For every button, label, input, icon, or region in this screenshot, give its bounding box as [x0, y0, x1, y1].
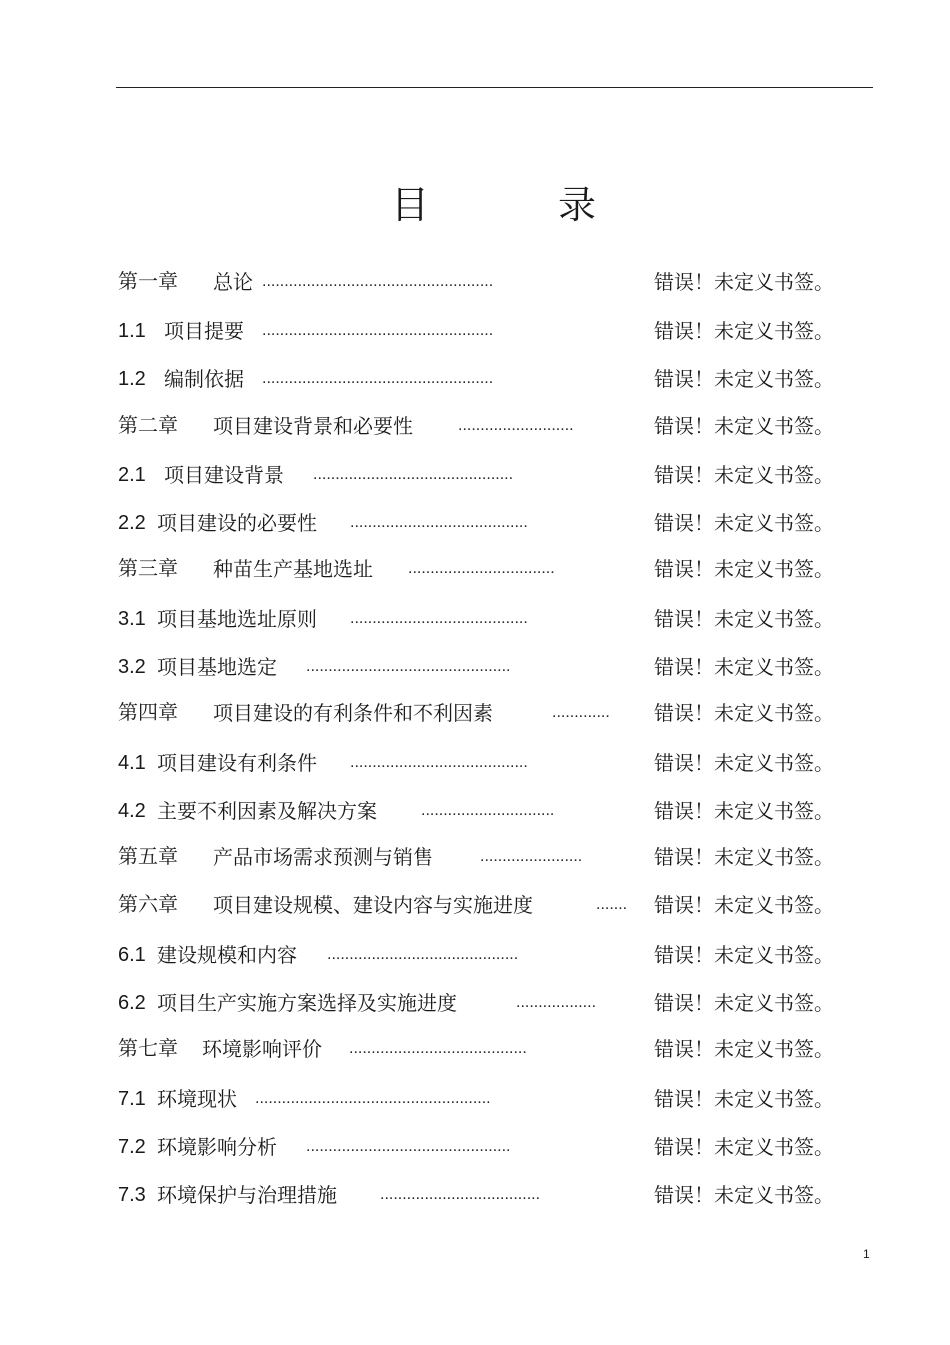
- toc-entry-leader: ....................................: [380, 1186, 541, 1203]
- toc-entry-leader: .......: [596, 896, 628, 913]
- toc-entry-leader: ..............................................: [306, 658, 511, 675]
- toc-entry-number: 4.1: [118, 752, 146, 774]
- toc-entry-leader: ........................................: [350, 514, 528, 531]
- toc-entry-number: 第五章: [118, 846, 178, 868]
- toc-entry[interactable]: [0, 748, 950, 778]
- toc-entry[interactable]: [0, 460, 950, 490]
- toc-entry[interactable]: [0, 554, 950, 584]
- toc-entry-page-ref: 错误！未定义书签。: [654, 270, 834, 294]
- toc-entry-page-ref: 错误！未定义书签。: [654, 319, 834, 343]
- toc-entry[interactable]: [0, 508, 950, 538]
- toc-entry-page-ref: 错误！未定义书签。: [654, 1037, 834, 1061]
- toc-entry-label: 项目建设背景: [164, 463, 284, 487]
- toc-entry-number: 第三章: [118, 558, 178, 580]
- toc-entry-leader: .............................................: [313, 466, 514, 483]
- toc-entry-leader: ..............................................: [306, 1138, 511, 1155]
- toc-entry-page-ref: 错误！未定义书签。: [654, 1183, 834, 1207]
- toc-entry[interactable]: [0, 1132, 950, 1162]
- toc-entry-leader: .....................................................: [255, 1090, 491, 1107]
- toc-entry-page-ref: 错误！未定义书签。: [654, 701, 834, 725]
- toc-title-char-2: 录: [558, 183, 597, 227]
- toc-entry-page-ref: 错误！未定义书签。: [654, 1087, 834, 1111]
- toc-entry[interactable]: [0, 267, 950, 297]
- toc-entry-label: 项目建设有利条件: [157, 751, 317, 775]
- toc-entry-label: 项目建设的必要性: [157, 511, 317, 535]
- toc-entry[interactable]: [0, 842, 950, 872]
- toc-title-char-1: 目: [391, 183, 430, 227]
- toc-entry[interactable]: [0, 1180, 950, 1210]
- toc-entry-page-ref: 错误！未定义书签。: [654, 751, 834, 775]
- toc-entry-label: 项目基地选址原则: [157, 607, 317, 631]
- toc-entry-page-ref: 错误！未定义书签。: [654, 414, 834, 438]
- toc-entry-leader: ....................................................: [262, 322, 494, 339]
- toc-entry-number: 1.1: [118, 320, 146, 342]
- toc-entry[interactable]: [0, 604, 950, 634]
- page-number: 1: [863, 1247, 870, 1261]
- toc-entry-leader: .................................: [408, 560, 555, 577]
- toc-entry-leader: ...........................................: [327, 946, 519, 963]
- toc-entry-page-ref: 错误！未定义书签。: [654, 845, 834, 869]
- toc-entry[interactable]: [0, 890, 950, 920]
- toc-entry-number: 7.3: [118, 1184, 146, 1206]
- toc-entry-number: 6.1: [118, 944, 146, 966]
- toc-entry-label: 环境保护与治理措施: [157, 1183, 337, 1207]
- toc-entry-label: 总论: [213, 270, 253, 294]
- toc-entry-page-ref: 错误！未定义书签。: [654, 799, 834, 823]
- toc-entry[interactable]: [0, 652, 950, 682]
- toc-entry-number: 第七章: [118, 1038, 178, 1060]
- toc-entry-number: 1.2: [118, 368, 146, 390]
- toc-entry-leader: ....................................................: [262, 370, 494, 387]
- toc-entry-label: 项目建设规模、建设内容与实施进度: [213, 893, 533, 917]
- toc-entry[interactable]: [0, 796, 950, 826]
- toc-entry-label: 项目基地选定: [157, 655, 277, 679]
- toc-entry[interactable]: [0, 698, 950, 728]
- toc-entry[interactable]: [0, 988, 950, 1018]
- toc-entry[interactable]: [0, 1084, 950, 1114]
- toc-entry-leader: ........................................: [350, 754, 528, 771]
- toc-entry-label: 环境影响分析: [157, 1135, 277, 1159]
- toc-entry-number: 第六章: [118, 894, 178, 916]
- toc-entry-number: 3.1: [118, 608, 146, 630]
- toc-entry-label: 项目建设背景和必要性: [213, 414, 413, 438]
- toc-entry-leader: .............: [552, 704, 610, 721]
- toc-entry-number: 2.2: [118, 512, 146, 534]
- toc-entry-page-ref: 错误！未定义书签。: [654, 463, 834, 487]
- toc-entry-leader: ..............................: [421, 802, 555, 819]
- toc-entry[interactable]: [0, 1034, 950, 1064]
- toc-entry-page-ref: 错误！未定义书签。: [654, 557, 834, 581]
- toc-entry-label: 编制依据: [164, 367, 244, 391]
- toc-entry-label: 产品市场需求预测与销售: [213, 845, 433, 869]
- toc-entry-leader: ........................................: [350, 610, 528, 627]
- toc-entry[interactable]: [0, 316, 950, 346]
- toc-entry-leader: ........................................: [349, 1040, 527, 1057]
- toc-entry-page-ref: 错误！未定义书签。: [654, 655, 834, 679]
- toc-entry-number: 4.2: [118, 800, 146, 822]
- toc-entry[interactable]: [0, 940, 950, 970]
- toc-entry-number: 第四章: [118, 702, 178, 724]
- toc-entry-label: 种苗生产基地选址: [213, 557, 373, 581]
- toc-entry-leader: .......................: [480, 848, 583, 865]
- toc-entry-label: 项目生产实施方案选择及实施进度: [157, 991, 457, 1015]
- toc-entry-label: 环境影响评价: [202, 1037, 322, 1061]
- toc-entry-page-ref: 错误！未定义书签。: [654, 1135, 834, 1159]
- toc-entry[interactable]: [0, 364, 950, 394]
- toc-entry-number: 2.1: [118, 464, 146, 486]
- toc-entry-number: 7.2: [118, 1136, 146, 1158]
- toc-entry-number: 3.2: [118, 656, 146, 678]
- toc-entry-label: 主要不利因素及解决方案: [157, 799, 377, 823]
- toc-entry-number: 6.2: [118, 992, 146, 1014]
- toc-entry-leader: ..........................: [458, 417, 574, 434]
- toc-entry[interactable]: [0, 411, 950, 441]
- toc-entry-page-ref: 错误！未定义书签。: [654, 511, 834, 535]
- toc-entry-label: 项目建设的有利条件和不利因素: [213, 701, 493, 725]
- toc-entry-leader: ....................................................: [262, 273, 494, 290]
- toc-entry-number: 7.1: [118, 1088, 146, 1110]
- toc-entry-page-ref: 错误！未定义书签。: [654, 607, 834, 631]
- toc-entry-page-ref: 错误！未定义书签。: [654, 991, 834, 1015]
- toc-entry-number: 第二章: [118, 415, 178, 437]
- toc-entry-number: 第一章: [118, 271, 178, 293]
- toc-entry-label: 项目提要: [164, 319, 244, 343]
- toc-entry-label: 环境现状: [157, 1087, 237, 1111]
- toc-entry-label: 建设规模和内容: [157, 943, 297, 967]
- toc-entry-page-ref: 错误！未定义书签。: [654, 943, 834, 967]
- toc-entry-leader: ..................: [516, 994, 597, 1011]
- toc-entry-page-ref: 错误！未定义书签。: [654, 893, 834, 917]
- toc-entry-page-ref: 错误！未定义书签。: [654, 367, 834, 391]
